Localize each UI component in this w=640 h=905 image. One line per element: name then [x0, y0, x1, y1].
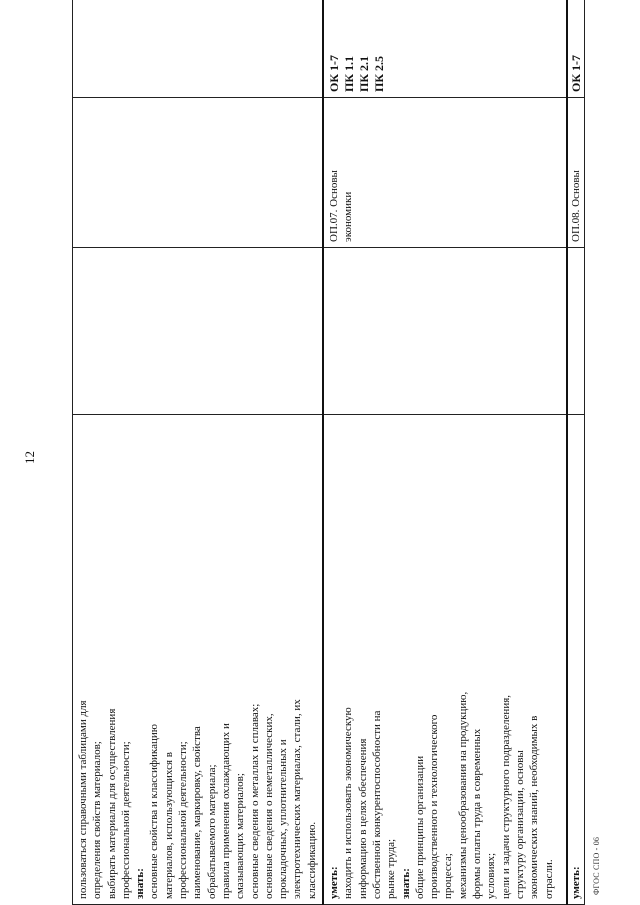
- content-cell: [567, 415, 585, 905]
- competency-table: [72, 0, 585, 905]
- text-line: общие принципы организации: [413, 755, 426, 899]
- content-cell: [73, 415, 324, 905]
- text-line: основные свойства и классификацию: [148, 724, 161, 899]
- text-line: информацию в целях обеспечения: [356, 738, 369, 899]
- text-line: правила применения охлаждающих и: [219, 723, 232, 899]
- section-label: знать:: [134, 868, 147, 899]
- text-line: рынке труда;: [385, 838, 398, 899]
- text-line: экономических знаний, необходимых в: [528, 715, 541, 899]
- discipline-name: ОП.07. Основы: [328, 170, 341, 242]
- text-line: электротехнических материалах, стали, их: [291, 699, 304, 899]
- text-line: прокладочных, уплотнительных и: [277, 739, 290, 899]
- text-line: основные сведения о металлах и сплавах;: [248, 703, 261, 899]
- competency-code: ОК 1-7: [569, 54, 584, 92]
- table-row: [567, 0, 585, 905]
- competency-code: ПК 2.5: [372, 55, 387, 92]
- competency-cell: [73, 0, 324, 98]
- text-line: находить и использовать экономическую: [342, 707, 355, 899]
- table-row: [323, 0, 567, 905]
- competency-code: ПК 1.1: [342, 55, 357, 92]
- section-label: знать:: [399, 868, 412, 899]
- discipline-name: ОП.08. Основы: [570, 170, 583, 242]
- text-line: основные сведения о неметаллических,: [262, 713, 275, 899]
- text-line: смазывающих материалов;: [234, 773, 247, 899]
- text-line: обрабатываемого материала;: [205, 764, 218, 899]
- text-line: отрасли.: [542, 859, 555, 899]
- footer-code: ФГОС СПО - 06: [592, 836, 601, 895]
- discipline-cell: [323, 98, 567, 248]
- text-line: материалов, использующихся в: [162, 752, 175, 899]
- text-line: классификацию.: [305, 821, 318, 899]
- text-line: собственной конкурентоспособности на: [370, 710, 383, 899]
- discipline-cell: [567, 98, 585, 248]
- text-line: структуру организации, основы: [513, 750, 526, 899]
- text-line: выбирать материалы для осуществления: [105, 708, 118, 899]
- text-line: определения свойств материалов;: [91, 741, 104, 899]
- competency-cell: [323, 0, 567, 98]
- empty-cell: [567, 248, 585, 415]
- text-line: профессиональной деятельности;: [177, 741, 190, 899]
- competency-cell: [567, 0, 585, 98]
- empty-cell: [73, 248, 324, 415]
- table-row: [73, 0, 324, 905]
- text-line: формы оплаты труда в современных: [471, 728, 484, 899]
- text-line: производственного и технологического: [428, 714, 441, 899]
- section-label: уметь:: [570, 866, 583, 899]
- empty-cell: [323, 248, 567, 415]
- section-label: уметь:: [328, 866, 341, 899]
- competency-code: ПК 2.1: [357, 55, 372, 92]
- content-cell: [323, 415, 567, 905]
- text-line: пользоваться справочными таблицами для: [77, 700, 89, 899]
- text-line: условиях;: [485, 852, 498, 899]
- text-line: механизмы ценообразования на продукцию,: [456, 691, 469, 899]
- discipline-cell: [73, 98, 324, 248]
- text-line: наименование, маркировку, свойства: [191, 726, 204, 899]
- page-number: 12: [22, 451, 37, 464]
- discipline-name: экономики: [342, 191, 355, 242]
- text-line: профессиональной деятельности;: [119, 741, 132, 899]
- text-line: цели и задачи структурного подразделения,: [499, 694, 512, 899]
- competency-code: ОК 1-7: [327, 54, 342, 92]
- text-line: процесса;: [442, 853, 455, 899]
